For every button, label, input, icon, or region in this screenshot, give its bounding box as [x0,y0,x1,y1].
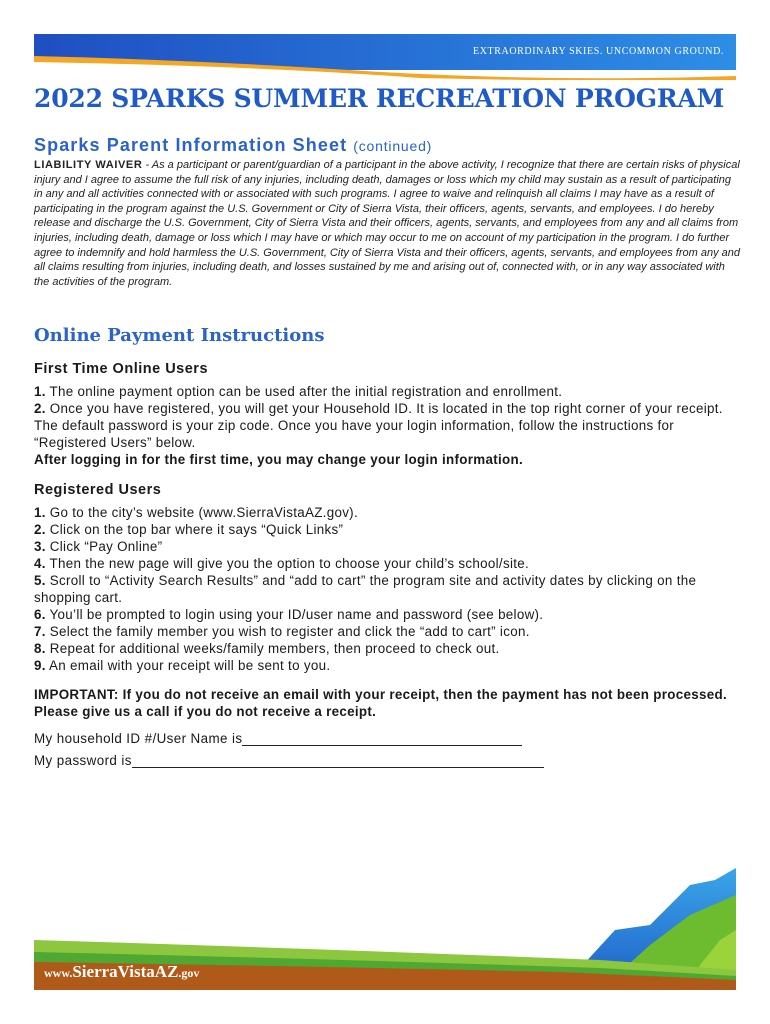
subtitle-main: Sparks Parent Information Sheet [34,135,348,155]
password-field[interactable] [34,753,544,768]
password-label: My password is [34,753,132,768]
footer-url-prefix: www. [44,966,73,980]
registered-step [34,623,740,640]
footer-url-suffix: .gov [178,966,200,980]
registered-step [34,657,740,674]
step-number: 2. [34,522,46,537]
page-title: 2022 SPARKS SUMMER RECREATION PROGRAM [34,84,725,113]
footer-url-main: SierraVistaAZ [72,962,179,981]
first-time-section [34,361,740,468]
step-text: An email with your receipt will be sent to you. [45,658,331,673]
important-label: IMPORTANT [34,687,114,702]
first-time-step [34,383,740,400]
step-text: Then the new page will give you the option to choose your child’s school/site. [45,556,530,571]
step-text: You’ll be prompted to login using your ID/user name and password (see below). [45,607,544,622]
step-text: Go to the city’s website (www.SierraVistaAZ.gov). [45,505,358,520]
important-text: : If you do not receive an email with your receipt, then the payment has not been processed. Please give us a call if you do not receive a receipt. [34,687,728,719]
header-tagline: EXTRAORDINARY SKIES. UNCOMMON GROUND. [472,46,724,57]
step-number: 4. [34,556,46,571]
registered-heading: Registered Users [34,482,162,498]
step-text: The online payment option can be used after the initial registration and enrollment. [45,384,563,399]
step-number: 1. [34,505,46,520]
footer-mountains [0,860,770,1024]
waiver-label: LIABILITY WAIVER [34,159,143,171]
subtitle-suffix: (continued) [353,138,433,154]
step-text: Repeat for additional weeks/family members, then proceed to check out. [45,641,500,656]
registered-step [34,555,740,572]
step-number: 5. [34,573,46,588]
step-number: 8. [34,641,46,656]
header-banner [0,0,770,90]
step-number: 9. [34,658,46,673]
registered-step [34,640,740,657]
step-number: 1. [34,384,46,399]
step-number: 3. [34,539,46,554]
step-number: 7. [34,624,46,639]
registered-step [34,504,740,521]
step-number: 6. [34,607,46,622]
household-id-field[interactable] [34,731,522,746]
page-subtitle [34,135,432,156]
household-id-label: My household ID #/User Name is [34,731,243,746]
step-number: 2. [34,401,46,416]
payment-heading: Online Payment Instructions [34,325,325,346]
first-time-note: After logging in for the first time, you may change your login information. [34,452,523,467]
step-text: Click on the top bar where it says “Quick Links” [45,522,344,537]
registered-step [34,538,740,555]
first-time-heading: First Time Online Users [34,361,209,377]
step-text: Once you have registered, you will get your Household ID. It is located in the top right corner of your receipt. The default password is your zip code. Once you have your login information, follow the instructions for “Registered Users” below. [34,401,723,450]
important-notice [34,686,734,720]
waiver-text: - As a participant or parent/guardian of a participant in the above activity, I recognize that there are certain risks of physical injury and I agree to assume the full risk of any injuries, including death, damages or loss which my child may sustain as a result of participating in any and all activities connected with or associated with such programs. I agree to waive and relinquish all claims I may have as a result of participating in the program against the U.S. Government or City of Sierra Vista, their officers, agents, servants, and employees. I do hereby release and discharge the U.S. Government, City of Sierra Vista and their officers, agents, servants, and employees from any and all claims from injuries, including death, damage or loss which I may have or which may occur to me on account of my participation in the program. I do further agree to indemnify and hold harmless the U.S. Government, City of Sierra Vista and their officers, agents, servants, and employees from any and all claims resulting from injuries, including death, and losses sustained by me and arising out of, connected with, or in any way associated with the activities of the program. [34,159,740,288]
registered-step [34,521,740,538]
step-text: Scroll to “Activity Search Results” and “add to cart” the program site and activity dates by clicking on the shopping cart. [34,573,697,605]
password-blank[interactable] [132,753,544,768]
step-text: Click “Pay Online” [45,539,163,554]
registered-step [34,572,740,606]
liability-waiver [34,158,740,289]
first-time-step [34,400,740,451]
registered-section [34,482,740,674]
footer-url[interactable] [44,962,199,982]
step-text: Select the family member you wish to register and click the “add to cart” icon. [45,624,530,639]
household-id-blank[interactable] [242,731,522,746]
registered-step [34,606,740,623]
